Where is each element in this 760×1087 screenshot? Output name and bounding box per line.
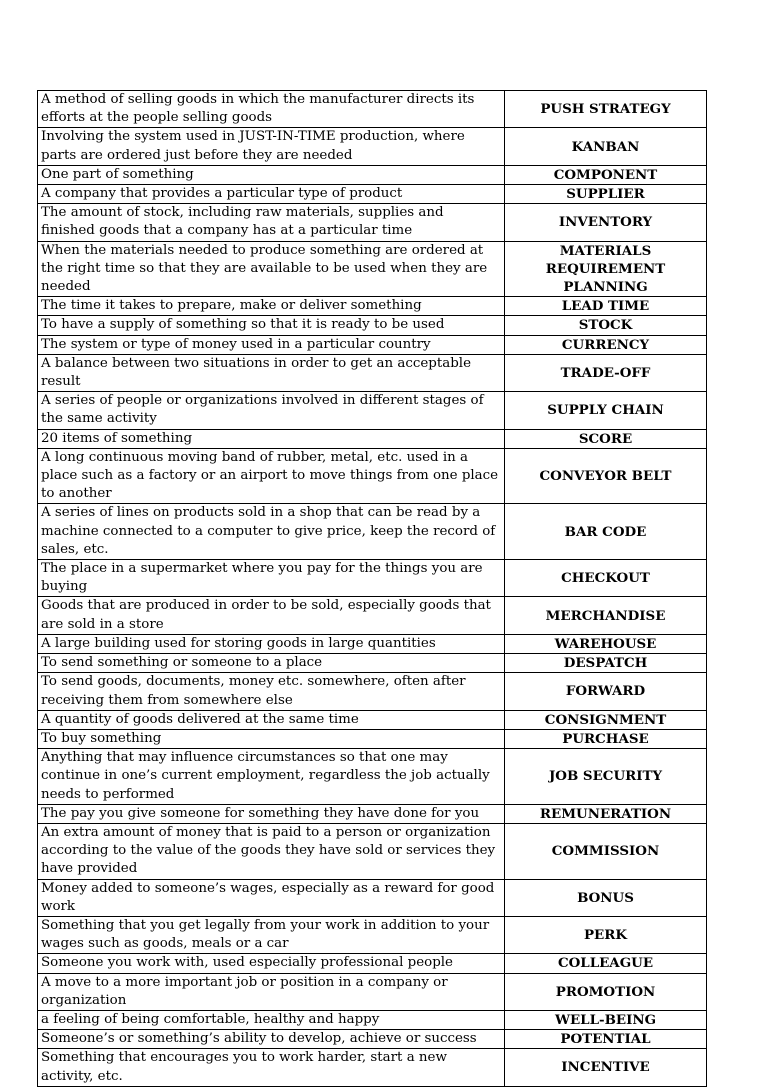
term-cell: WAREHOUSE bbox=[505, 634, 707, 653]
term-cell: DESPATCH bbox=[505, 654, 707, 673]
term-cell: KANBAN bbox=[505, 128, 707, 165]
glossary-row bbox=[38, 823, 707, 879]
term-cell: CURRENCY bbox=[505, 335, 707, 354]
definition-cell: Money added to someone’s wages, especially as a reward for good work bbox=[38, 879, 505, 916]
glossary-row bbox=[38, 916, 707, 953]
term-cell: CHECKOUT bbox=[505, 560, 707, 597]
definition-cell: Something that you get legally from your work in addition to your wages such as goods, meals or a car bbox=[38, 916, 505, 953]
term-cell: TRADE-OFF bbox=[505, 354, 707, 391]
definition-cell: A balance between two situations in order to get an acceptable result bbox=[38, 354, 505, 391]
definition-cell: To have a supply of something so that it is ready to be used bbox=[38, 316, 505, 335]
definition-cell: Something that encourages you to work harder, start a new activity, etc. bbox=[38, 1049, 505, 1086]
glossary-row bbox=[38, 297, 707, 316]
glossary-row bbox=[38, 354, 707, 391]
glossary-row bbox=[38, 804, 707, 823]
term-cell: LEAD TIME bbox=[505, 297, 707, 316]
definition-cell: One part of something bbox=[38, 165, 505, 184]
definition-cell: A long continuous moving band of rubber, metal, etc. used in a place such as a factory or an airport to move things from one place to another bbox=[38, 448, 505, 504]
term-cell: COMMISSION bbox=[505, 823, 707, 879]
definition-cell: A method of selling goods in which the manufacturer directs its efforts at the people selling goods bbox=[38, 91, 505, 128]
term-cell: INCENTIVE bbox=[505, 1049, 707, 1086]
glossary-row bbox=[38, 204, 707, 241]
term-cell: MATERIALS REQUIREMENT PLANNING bbox=[505, 241, 707, 297]
glossary-row bbox=[38, 429, 707, 448]
glossary-table bbox=[37, 90, 707, 1087]
glossary-row bbox=[38, 634, 707, 653]
definition-cell: A series of people or organizations involved in different stages of the same activity bbox=[38, 392, 505, 429]
term-cell: FORWARD bbox=[505, 673, 707, 710]
definition-cell: Goods that are produced in order to be sold, especially goods that are sold in a store bbox=[38, 597, 505, 634]
term-cell: MERCHANDISE bbox=[505, 597, 707, 634]
definition-cell: To buy something bbox=[38, 729, 505, 748]
definition-cell: A company that provides a particular type of product bbox=[38, 185, 505, 204]
term-cell: POTENTIAL bbox=[505, 1030, 707, 1049]
definition-cell: A quantity of goods delivered at the same time bbox=[38, 710, 505, 729]
definition-cell: The time it takes to prepare, make or deliver something bbox=[38, 297, 505, 316]
term-cell: BONUS bbox=[505, 879, 707, 916]
glossary-row bbox=[38, 954, 707, 973]
definition-cell: A large building used for storing goods in large quantities bbox=[38, 634, 505, 653]
definition-cell: a feeling of being comfortable, healthy and happy bbox=[38, 1010, 505, 1029]
term-cell: SCORE bbox=[505, 429, 707, 448]
definition-cell: Anything that may influence circumstances so that one may continue in one’s current employment, regardless the job actually needs to performed bbox=[38, 749, 505, 805]
glossary-table-body bbox=[38, 91, 707, 1087]
definition-cell: A move to a more important job or position in a company or organization bbox=[38, 973, 505, 1010]
term-cell: CONVEYOR BELT bbox=[505, 448, 707, 504]
definition-cell: To send goods, documents, money etc. somewhere, often after receiving them from somewhere else bbox=[38, 673, 505, 710]
term-cell: PURCHASE bbox=[505, 729, 707, 748]
glossary-row bbox=[38, 392, 707, 429]
definition-cell: The system or type of money used in a particular country bbox=[38, 335, 505, 354]
term-cell: STOCK bbox=[505, 316, 707, 335]
definition-cell: When the materials needed to produce something are ordered at the right time so that they are available to be used when they are needed bbox=[38, 241, 505, 297]
definition-cell: 20 items of something bbox=[38, 429, 505, 448]
glossary-row bbox=[38, 710, 707, 729]
term-cell: SUPPLY CHAIN bbox=[505, 392, 707, 429]
definition-cell: The amount of stock, including raw materials, supplies and finished goods that a company has at a particular time bbox=[38, 204, 505, 241]
term-cell: SUPPLIER bbox=[505, 185, 707, 204]
glossary-row bbox=[38, 1030, 707, 1049]
glossary-row bbox=[38, 448, 707, 504]
glossary-row bbox=[38, 749, 707, 805]
definition-cell: An extra amount of money that is paid to a person or organization according to the value of the goods they have sold or services they have provided bbox=[38, 823, 505, 879]
term-cell: INVENTORY bbox=[505, 204, 707, 241]
glossary-row bbox=[38, 673, 707, 710]
glossary-row bbox=[38, 91, 707, 128]
term-cell: BAR CODE bbox=[505, 504, 707, 560]
glossary-row bbox=[38, 241, 707, 297]
term-cell: COMPONENT bbox=[505, 165, 707, 184]
definition-cell: Involving the system used in JUST-IN-TIME production, where parts are ordered just before they are needed bbox=[38, 128, 505, 165]
glossary-row bbox=[38, 1049, 707, 1086]
term-cell: PROMOTION bbox=[505, 973, 707, 1010]
definition-cell: The pay you give someone for something they have done for you bbox=[38, 804, 505, 823]
glossary-row bbox=[38, 185, 707, 204]
glossary-row bbox=[38, 335, 707, 354]
definition-cell: To send something or someone to a place bbox=[38, 654, 505, 673]
term-cell: CONSIGNMENT bbox=[505, 710, 707, 729]
term-cell: JOB SECURITY bbox=[505, 749, 707, 805]
glossary-row bbox=[38, 1010, 707, 1029]
definition-cell: A series of lines on products sold in a shop that can be read by a machine connected to a computer to give price, keep the record of sales, etc. bbox=[38, 504, 505, 560]
term-cell: WELL-BEING bbox=[505, 1010, 707, 1029]
term-cell: PUSH STRATEGY bbox=[505, 91, 707, 128]
glossary-row bbox=[38, 316, 707, 335]
definition-cell: Someone you work with, used especially professional people bbox=[38, 954, 505, 973]
glossary-row bbox=[38, 165, 707, 184]
glossary-row bbox=[38, 879, 707, 916]
term-cell: COLLEAGUE bbox=[505, 954, 707, 973]
glossary-row bbox=[38, 560, 707, 597]
glossary-row bbox=[38, 504, 707, 560]
glossary-row bbox=[38, 128, 707, 165]
term-cell: REMUNERATION bbox=[505, 804, 707, 823]
term-cell: PERK bbox=[505, 916, 707, 953]
glossary-row bbox=[38, 729, 707, 748]
definition-cell: The place in a supermarket where you pay for the things you are buying bbox=[38, 560, 505, 597]
definition-cell: Someone’s or something’s ability to develop, achieve or success bbox=[38, 1030, 505, 1049]
glossary-row bbox=[38, 654, 707, 673]
glossary-row bbox=[38, 973, 707, 1010]
glossary-row bbox=[38, 597, 707, 634]
